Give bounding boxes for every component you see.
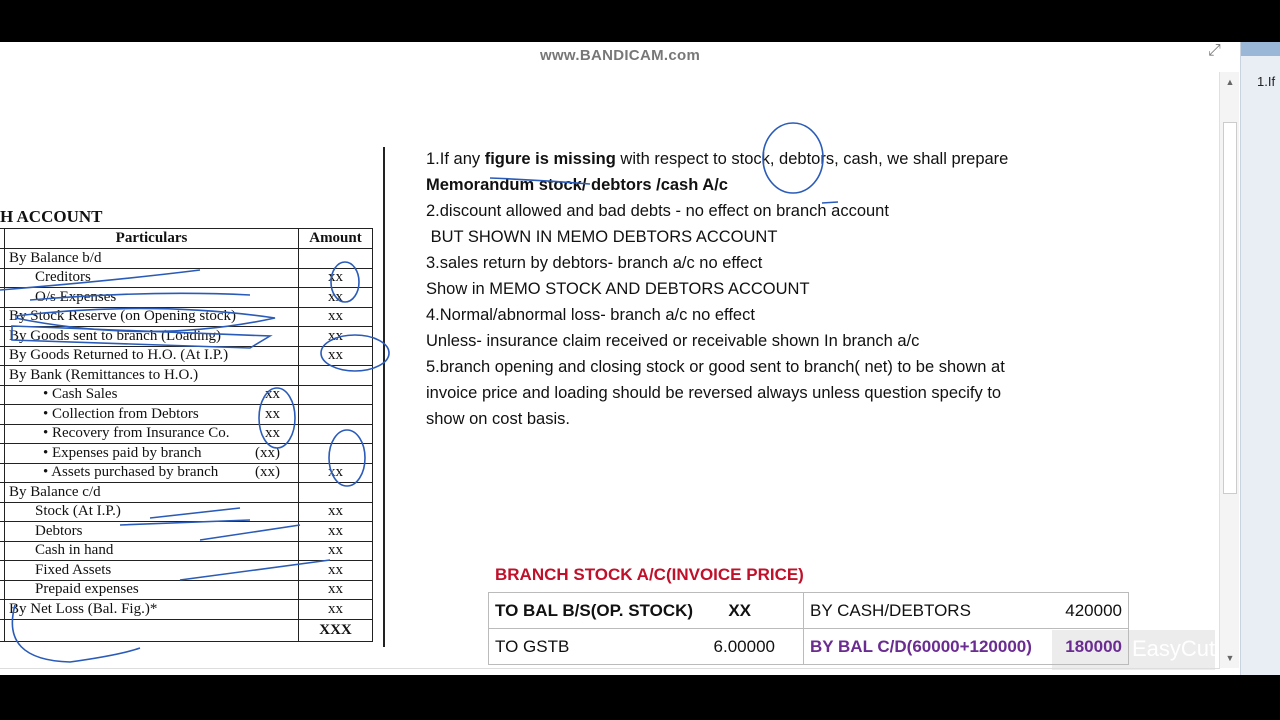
particulars-text: By Balance b/d — [5, 249, 299, 269]
amount-cell: xx — [299, 463, 373, 483]
amount-cell: xx — [299, 502, 373, 522]
table-row — [0, 366, 373, 386]
particulars-text: Assets purchased by branch — [51, 464, 219, 481]
note-line: 3.sales return by debtors- branch a/c no effect — [426, 254, 763, 272]
top-black-bar — [0, 0, 1280, 42]
particulars-text: Stock (At I.P.) — [5, 502, 299, 522]
amount-cell — [299, 385, 373, 405]
amount-cell: xx — [299, 327, 373, 347]
amount-header: Amount — [299, 229, 373, 249]
particulars-text: Cash Sales — [52, 386, 118, 403]
amount-cell — [299, 424, 373, 444]
table-row — [0, 327, 373, 347]
note-line: 4.Normal/abnormal loss- branch a/c no effect — [426, 306, 755, 324]
ledger-table — [0, 228, 373, 642]
table-row — [0, 307, 373, 327]
amount-cell: xx — [299, 346, 373, 366]
amount-cell: xx — [299, 268, 373, 288]
branch-stock-table — [488, 592, 1129, 665]
right-preview-pane[interactable]: 1.If — [1240, 42, 1280, 675]
table-row: • Recovery from Insurance Co. xx — [0, 424, 373, 444]
easycut-watermark: EasyCut — [1052, 630, 1215, 670]
particulars-text: By Goods Returned to H.O. (At I.P.) — [5, 346, 299, 366]
table-row — [0, 522, 373, 542]
table-row: • Assets purchased by branch (xx) xx — [0, 463, 373, 483]
sub-amount: xx — [265, 386, 280, 403]
table-row — [0, 502, 373, 522]
amount-cell — [299, 483, 373, 503]
scroll-up-arrow-icon[interactable]: ▲ — [1225, 77, 1235, 87]
table-row — [0, 600, 373, 620]
particulars-text: By Goods sent to branch (Loading) — [5, 327, 299, 347]
particulars-text: Debtors — [5, 522, 299, 542]
particulars-text: By Bank (Remittances to H.O.) — [5, 366, 299, 386]
particulars-text: Expenses paid by branch — [52, 444, 202, 461]
sub-amount: (xx) — [255, 444, 280, 461]
particulars-text: Cash in hand — [5, 541, 299, 561]
table-row — [0, 580, 373, 600]
sub-amount: xx — [265, 425, 280, 442]
table-row — [0, 561, 373, 581]
amount-cell: xx — [299, 561, 373, 581]
amount-cell: xx — [299, 307, 373, 327]
amount-cell: xx — [299, 522, 373, 542]
account-title: H ACCOUNT — [0, 207, 103, 226]
expand-icon[interactable]: ⤢ — [1208, 42, 1221, 59]
amount-cell — [299, 405, 373, 425]
note-line: 2.discount allowed and bad debts - no effect on branch account — [426, 202, 889, 220]
bandicam-watermark: www.BANDICAM.com — [540, 47, 701, 64]
vertical-scrollbar[interactable] — [1219, 72, 1239, 668]
amount-cell — [299, 249, 373, 269]
table-row — [0, 346, 373, 366]
notes-text: 1.If any figure is missing with respect to stock, debtors, cash, we shall prepare Memorandum stock/ debtors /cash A/c 2.discount allowed and bad debts - no effect on branch account BUT SHOWN IN MEMO DEBTORS ACCOUNT 3.sales return by debtors- branch a/c no effect Show in MEMO STOCK AND DEBTORS ACCOUNT 4.Normal/abnormal loss- branch a/c no effect Unless- insurance claim received or receivable shown In branch a/c 5.branch opening and closing stock or good sent to branch( net) to be shown at invoice price and loading should be reversed always unless question specify to show on cost basis. — [426, 146, 1126, 432]
scrollbar-thumb[interactable] — [1223, 122, 1237, 494]
table-row: TO GSTB 6.00000 BY BAL C/D(60000+120000) 180000 — [489, 629, 1129, 665]
particulars-text: By Balance c/d — [5, 483, 299, 503]
memorandum-heading: Memorandum stock/ debtors /cash A/c — [426, 176, 728, 194]
branch-stock-title: BRANCH STOCK A/C(INVOICE PRICE) — [495, 565, 804, 584]
particulars-header: Particulars — [5, 229, 299, 249]
table-row — [0, 268, 373, 288]
amount-cell: xx — [299, 541, 373, 561]
table-row — [0, 288, 373, 308]
table-row — [0, 483, 373, 503]
amount-cell — [299, 366, 373, 386]
amount-cell: xx — [299, 580, 373, 600]
scroll-down-arrow-icon[interactable]: ▼ — [1225, 653, 1235, 663]
table-row — [0, 619, 373, 641]
note-line: Show in MEMO STOCK AND DEBTORS ACCOUNT — [426, 280, 810, 298]
particulars-text: O/s Expenses — [5, 288, 299, 308]
amount-cell — [299, 444, 373, 464]
sub-amount: xx — [265, 405, 280, 422]
particulars-text: By Stock Reserve (on Opening stock) — [5, 307, 299, 327]
amount-cell: xx — [299, 288, 373, 308]
sub-amount: (xx) — [255, 464, 280, 481]
note-line: BUT SHOWN IN MEMO DEBTORS ACCOUNT — [426, 228, 778, 246]
column-divider — [383, 147, 385, 647]
particulars-text: Collection from Debtors — [52, 405, 199, 422]
particulars-text — [5, 619, 299, 641]
particulars-text: Fixed Assets — [5, 561, 299, 581]
particulars-text: Prepaid expenses — [5, 580, 299, 600]
particulars-text: Recovery from Insurance Co. — [52, 425, 230, 442]
note-line: 5.branch opening and closing stock or good sent to branch( net) to be shown at invoice price and loading should be reversed always unless question specify to show on cost basis. — [426, 358, 1005, 428]
amount-cell: xx — [299, 600, 373, 620]
table-row: • Expenses paid by branch (xx) — [0, 444, 373, 464]
table-row: TO BAL B/S(OP. STOCK) XX BY CASH/DEBTORS 420000 — [489, 593, 1129, 629]
bottom-black-bar — [0, 675, 1280, 720]
table-row: • Collection from Debtors xx — [0, 405, 373, 425]
note-line: Unless- insurance claim received or receivable shown In branch a/c — [426, 332, 920, 350]
table-row — [0, 249, 373, 269]
particulars-text: Creditors — [5, 268, 299, 288]
table-row — [0, 541, 373, 561]
amount-cell: XXX — [299, 619, 373, 641]
particulars-text: By Net Loss (Bal. Fig.)* — [5, 600, 299, 620]
table-row: • Cash Sales xx — [0, 385, 373, 405]
